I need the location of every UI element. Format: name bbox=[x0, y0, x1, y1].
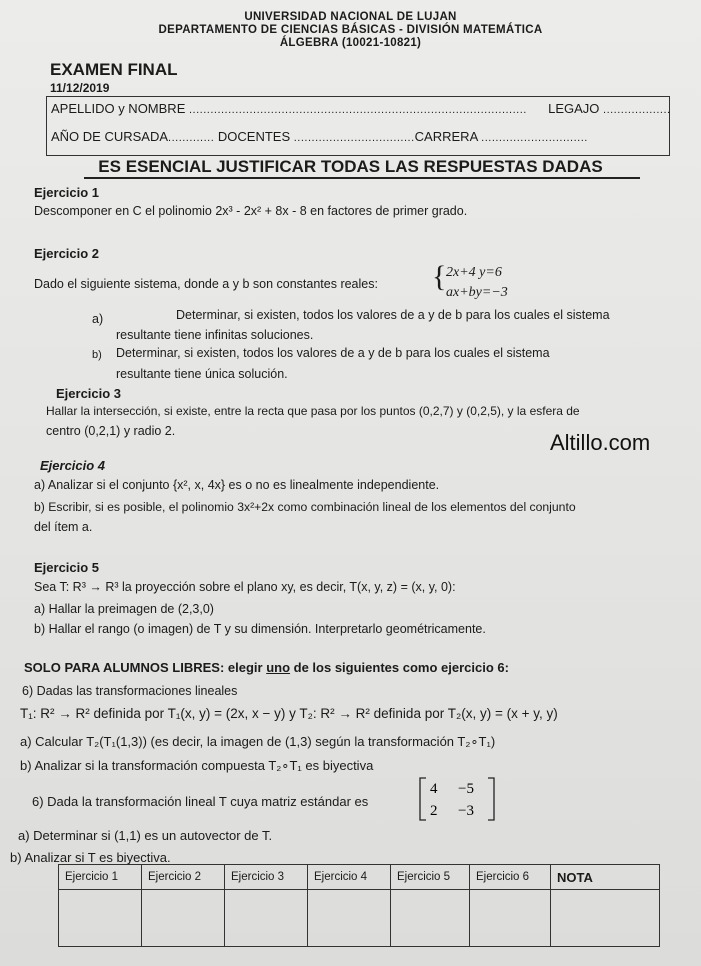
apellido-field[interactable]: ............................................................................................... bbox=[189, 104, 527, 116]
ej1-text: Descomponer en C el polinomio 2x³ - 2x² + 8x - 8 en factores de primer grado. bbox=[34, 204, 468, 218]
ej5-b: b) Hallar el rango (o imagen) de T y su dimensión. Interpretarlo geométricamente. bbox=[34, 622, 486, 636]
grades-table bbox=[58, 864, 660, 947]
carrera-field[interactable]: .............................. bbox=[481, 132, 588, 144]
docentes-field[interactable]: .................................. bbox=[293, 132, 415, 144]
ej1-heading: Ejercicio 1 bbox=[34, 185, 100, 200]
ej4-b-line1: b) Escribir, si es posible, el polinomio 3x²+2x como combinación lineal de los elementos del conjunto bbox=[34, 500, 576, 514]
legajo-label: LEGAJO bbox=[548, 101, 600, 116]
matrix-cell-00: 4 bbox=[430, 781, 438, 797]
grades-header-ej2: Ejercicio 2 bbox=[142, 865, 225, 890]
student-name-row bbox=[51, 101, 671, 116]
ej3-heading: Ejercicio 3 bbox=[56, 386, 122, 401]
grade-cell-ej6[interactable] bbox=[470, 890, 551, 947]
standard-matrix bbox=[418, 776, 498, 827]
ej2-eq2: ax+by=−3 bbox=[446, 285, 508, 300]
exam-date: 11/12/2019 bbox=[50, 81, 110, 95]
matrix-cell-11: −3 bbox=[458, 803, 474, 819]
ej4-a: a) Analizar si el conjunto {x², x, 4x} es o no es linealmente independiente. bbox=[34, 478, 440, 492]
course-info-row bbox=[51, 129, 588, 144]
matrix-cell-01: −5 bbox=[458, 781, 474, 797]
opt2-a: a) Determinar si (1,1) es un autovector de T. bbox=[18, 828, 273, 843]
matrix-cell-10: 2 bbox=[430, 803, 438, 819]
opt2-b: b) Analizar si T es biyectiva. bbox=[10, 850, 171, 865]
grades-header-ej6: Ejercicio 6 bbox=[470, 865, 551, 890]
ej5-intro: Sea T: R³ → R³ la proyección sobre el plano xy, es decir, T(x, y, z) = (x, y, 0): bbox=[34, 580, 456, 594]
banner-underline bbox=[84, 177, 640, 179]
libres-heading-pre: SOLO PARA ALUMNOS LIBRES: elegir bbox=[24, 660, 267, 675]
department-name: DEPARTAMENTO DE CIENCIAS BÁSICAS - DIVISIÓN MATEMÁTICA bbox=[158, 24, 543, 36]
libres-heading-uno: uno bbox=[266, 660, 291, 675]
carrera-label: CARRERA bbox=[414, 129, 478, 144]
ej4-heading: Ejercicio 4 bbox=[40, 458, 106, 473]
grade-cell-nota[interactable] bbox=[551, 890, 660, 947]
opt1-b: b) Analizar si la transformación compuesta T₂∘T₁ es biyectiva bbox=[20, 758, 374, 773]
matrix-brackets bbox=[418, 776, 498, 822]
instructions-banner: ES ESENCIAL JUSTIFICAR TODAS LAS RESPUESTAS DADAS bbox=[98, 157, 603, 176]
ej2-eq1: 2x+4 y=6 bbox=[446, 265, 502, 280]
grade-cell-ej1[interactable] bbox=[59, 890, 142, 947]
ej2-a-label: a) bbox=[92, 312, 104, 326]
grades-header-row bbox=[59, 865, 660, 890]
grade-cell-ej5[interactable] bbox=[391, 890, 470, 947]
university-name: UNIVERSIDAD NACIONAL DE LUJAN bbox=[244, 11, 457, 23]
ej2-b-line1: Determinar, si existen, todos los valores de a y de b para los cuales el sistema bbox=[116, 346, 550, 360]
grades-header-ej3: Ejercicio 3 bbox=[225, 865, 308, 890]
ej5-a: a) Hallar la preimagen de (2,3,0) bbox=[34, 602, 214, 616]
ej2-a-line1: Determinar, si existen, todos los valores de a y de b para los cuales el sistema bbox=[176, 308, 610, 322]
grades-row bbox=[59, 890, 660, 947]
course-name: ÁLGEBRA (10021-10821) bbox=[279, 37, 422, 49]
anio-field[interactable]: ............. bbox=[168, 132, 215, 144]
libres-heading-post: de los siguientes como ejercicio 6: bbox=[290, 660, 509, 675]
grades-header-ej1: Ejercicio 1 bbox=[59, 865, 142, 890]
docentes-label: DOCENTES bbox=[217, 129, 291, 144]
opt1-a: a) Calcular T₂(T₁(1,3)) (es decir, la imagen de (1,3) según la transformación T₂∘T₁) bbox=[20, 734, 496, 749]
ej2-b-label: b) bbox=[92, 349, 102, 361]
ej2-b-line2: resultante tiene única solución. bbox=[116, 367, 288, 381]
ej3-line1: Hallar la intersección, si existe, entre la recta que pasa por los puntos (0,2,7) y (0,2,5), y la esfera de bbox=[46, 404, 580, 418]
libres-heading bbox=[24, 660, 509, 675]
apellido-label: APELLIDO y NOMBRE bbox=[51, 101, 186, 116]
grades-header-ej4: Ejercicio 4 bbox=[308, 865, 391, 890]
anio-label: AÑO DE CURSADA bbox=[51, 129, 169, 144]
opt2-intro: 6) Dada la transformación lineal T cuya matriz estándar es bbox=[32, 794, 369, 809]
grade-cell-ej3[interactable] bbox=[225, 890, 308, 947]
grades-header-ej5: Ejercicio 5 bbox=[391, 865, 470, 890]
ej2-intro: Dado el siguiente sistema, donde a y b son constantes reales: bbox=[34, 277, 378, 291]
grades-header-nota: NOTA bbox=[551, 865, 660, 890]
ej2-heading: Ejercicio 2 bbox=[34, 246, 100, 261]
ej4-b-line2: del ítem a. bbox=[34, 520, 93, 534]
ej5-heading: Ejercicio 5 bbox=[34, 560, 100, 575]
student-info-box bbox=[46, 96, 670, 156]
exam-title: EXAMEN FINAL bbox=[50, 60, 178, 79]
legajo-field[interactable]: ................... bbox=[603, 104, 671, 116]
grade-cell-ej2[interactable] bbox=[142, 890, 225, 947]
opt1-intro: 6) Dadas las transformaciones lineales bbox=[22, 684, 238, 698]
system-brace: { bbox=[432, 260, 447, 293]
opt1-definition: T₁: R² → R² definida por T₁(x, y) = (2x, x − y) y T₂: R² → R² definida por T₂(x, y) = (x + y, y) bbox=[20, 706, 558, 721]
altillo-watermark: Altillo.com bbox=[550, 430, 651, 455]
grade-cell-ej4[interactable] bbox=[308, 890, 391, 947]
ej3-line2: centro (0,2,1) y radio 2. bbox=[46, 424, 176, 438]
ej2-a-line2: resultante tiene infinitas soluciones. bbox=[116, 328, 314, 342]
